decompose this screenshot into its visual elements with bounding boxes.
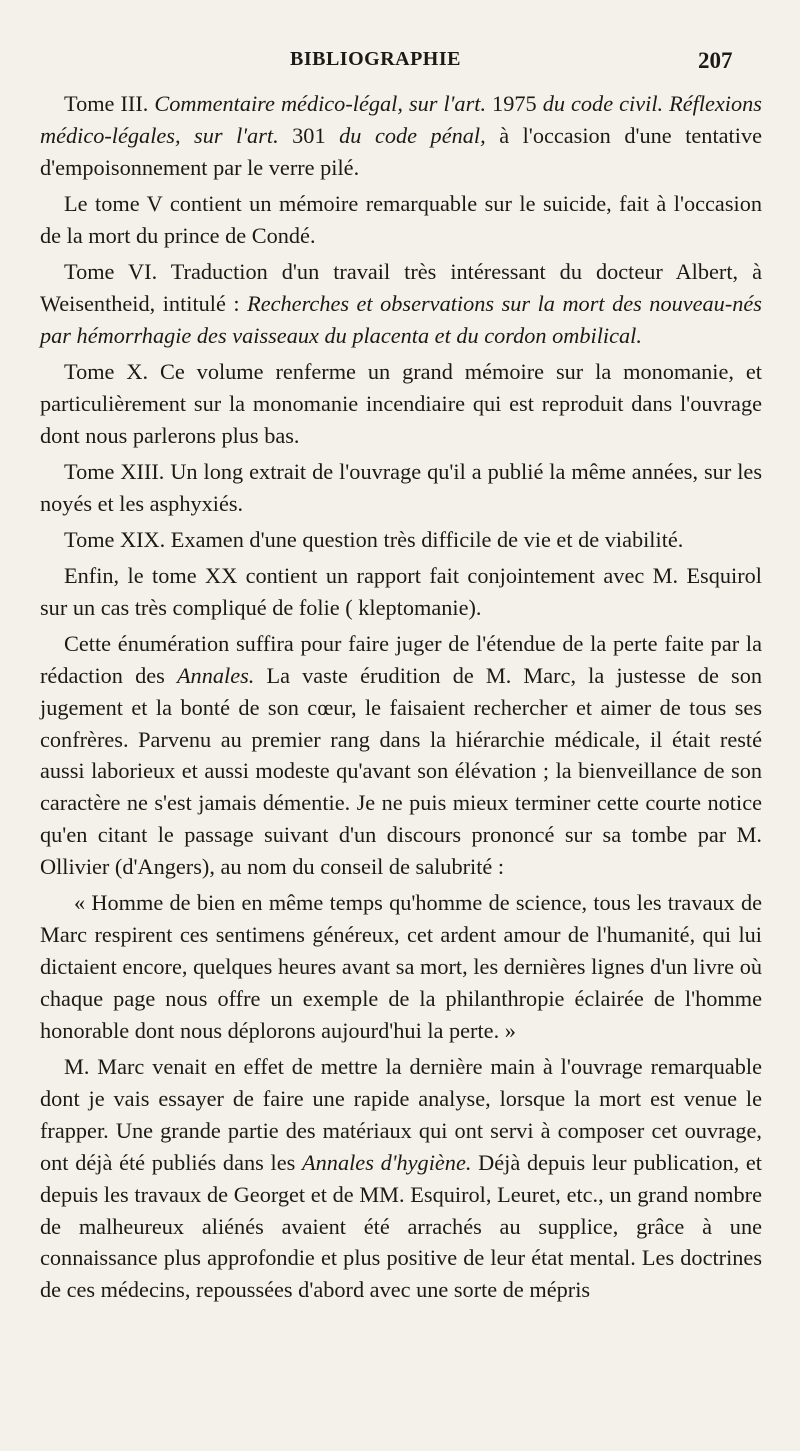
paragraph-enumeration: Cette énumération suffira pour faire juger de l'étendue de la perte faite par la rédaction des Annales. La vaste érudition de M. Marc, la justesse de son jugement et la bonté de son cœur, le faisaient rechercher et aimer de tous ses confrères. Parvenu au premier rang dans la hiérarchie médicale, il était resté aussi laborieux et aussi modeste qu'avant son élévation ; la bienveillance de son caractère ne s'est jamais démentie. Je ne puis mieux terminer cette courte notice qu'en citant le passage suivant d'un discours prononcé sur sa tombe par M. Ollivier (d'Angers), au nom du conseil de salubrité : [40,630,762,880]
running-title: BIBLIOGRAPHIE [290,48,461,70]
paragraph-tome-20: Enfin, le tome XX contient un rapport fait conjointement avec M. Esquirol sur un cas très compliqué de folie ( kleptomanie). [40,562,762,620]
page-header [0,44,800,80]
paragraph-tome-13: Tome XIII. Un long extrait de l'ouvrage qu'il a publié la même années, sur les noyés et les asphyxiés. [40,458,762,516]
paragraph-quote: « Homme de bien en même temps qu'homme de science, tous les travaux de Marc respirent ces sentimens généreux, cet ardent amour de l'humanité, qui lui dictaient encore, quelques heures avant sa mort, les dernières lignes d'un livre où chaque page nous offre un exemple de la philanthropie éclairée de l'homme honorable dont nous déplorons aujourd'hui la perte. » [40,890,762,1043]
paragraph-tome-19: Tome XIX. Examen d'une question très difficile de vie et de viabilité. [64,526,684,552]
paragraph-tome-6: Tome VI. Traduction d'un travail très intéressant du docteur Albert, à Weisentheid, intitulé : Recherches et observations sur la mort des nouveau-nés par hémorrhagie des vaisseaux du placenta et du cordon ombilical. [40,258,762,348]
body-text [40,88,762,1310]
paragraph-marc-work: M. Marc venait en effet de mettre la dernière main à l'ouvrage remarquable dont je vais essayer de faire une rapide analyse, lorsque la mort est venue le frapper. Une grande partie des matériaux qui ont servi à composer cet ouvrage, ont déjà été publiés dans les Annales d'hygiène. Déjà depuis leur publication, et depuis les travaux de Georget et de MM. Esquirol, Leuret, etc., un grand nombre de malheureux aliénés avaient été arrachés au supplice, grâce à une connaissance plus approfondie et plus positive de leur état mental. Les doctrines de ces médecins, repoussées d'abord avec une sorte de mépris [40,1053,763,1303]
paragraph-tome-10: Tome X. Ce volume renferme un grand mémoire sur la monomanie, et particulièrement sur la monomanie incendiaire qui est reproduit dans l'ouvrage dont nous parlerons plus bas. [40,358,762,448]
paragraph-tome-3: Tome III. Commentaire médico-légal, sur l'art. 1975 du code civil. Réflexions médico-légales, sur l'art. 301 du code pénal, à l'occasion d'une tentative d'empoisonnement par le verre pilé. [40,91,762,180]
paragraph-tome-5: Le tome V contient un mémoire remarquable sur le suicide, fait à l'occasion de la mort du prince de Condé. [40,190,762,248]
page-number: 207 [698,48,733,73]
